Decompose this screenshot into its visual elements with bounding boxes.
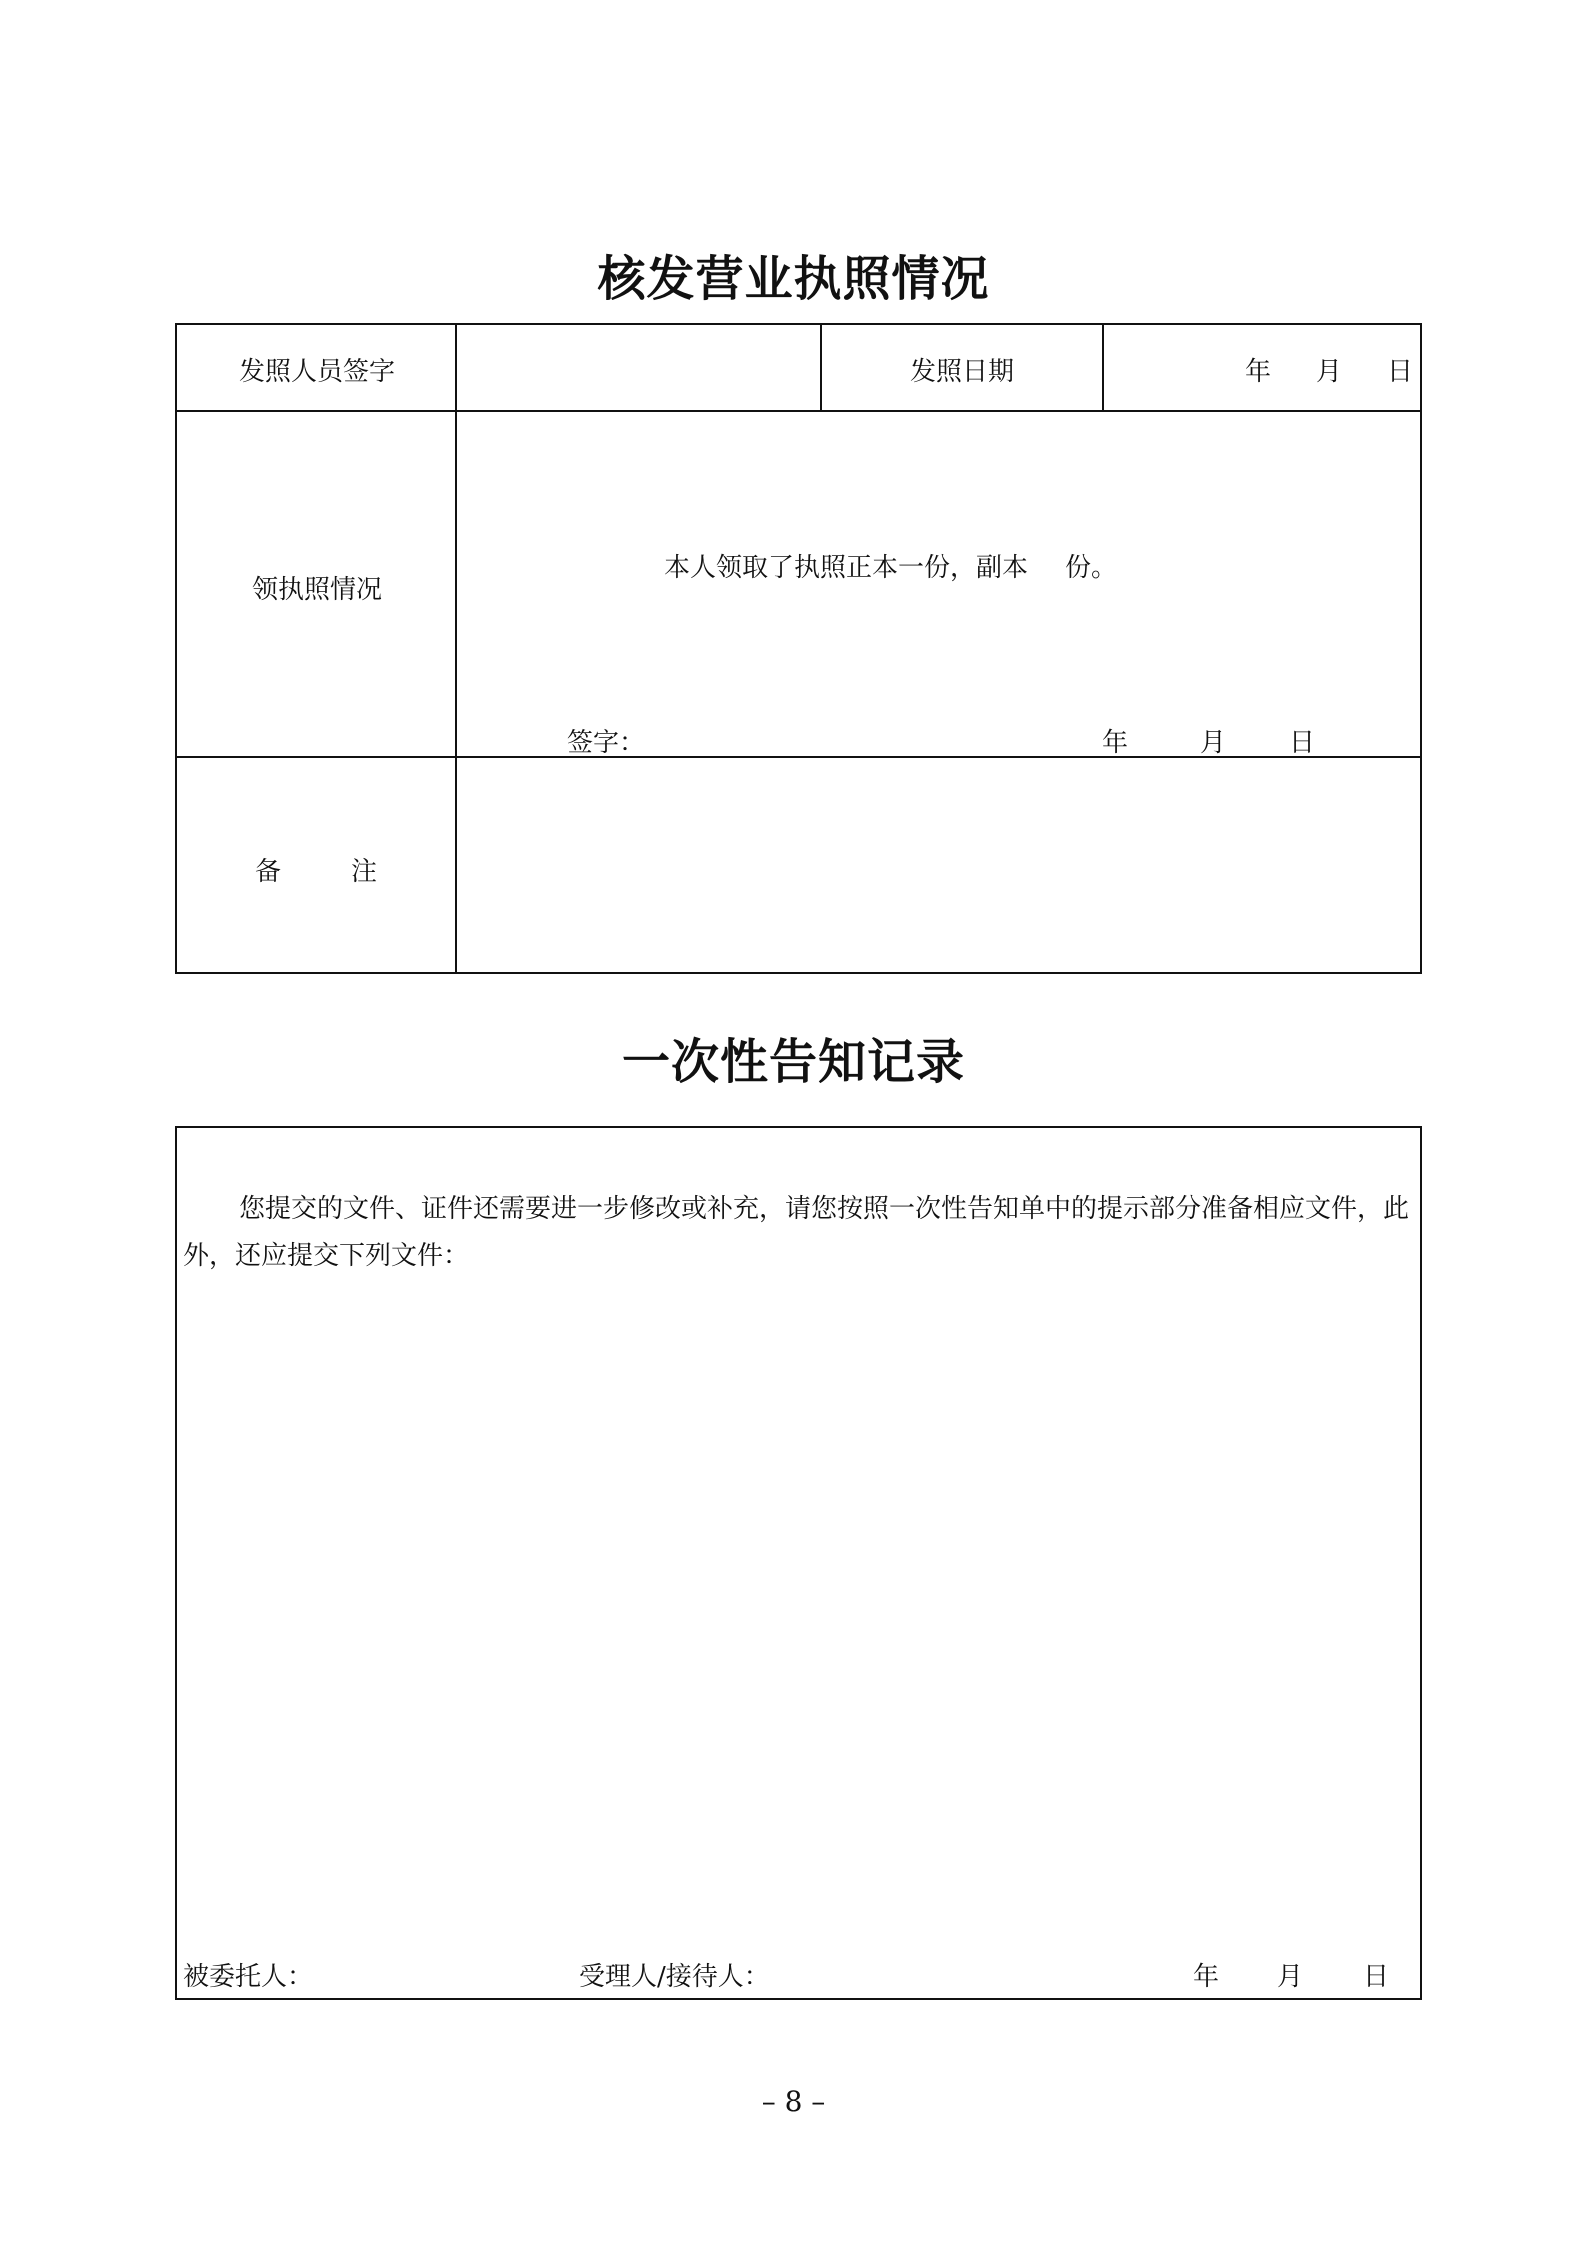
section2-title: 一次性告知记录 <box>621 1034 965 1090</box>
issue-date-day: 日 <box>1387 357 1414 387</box>
client-label: 被委托人： <box>183 1962 314 1992</box>
notice-text: 您提交的文件、证件还需要进一步修改或补充，请您按照一次性告知单中的提示部分准备相应文件，此外，还应提交下列文件： <box>183 1194 1410 1271</box>
column-divider <box>455 325 457 972</box>
page-number: – 8 – <box>761 2085 826 2118</box>
remarks-label-part1: 备 <box>255 857 282 887</box>
footer-date-month: 月 <box>1277 1962 1304 1992</box>
section1-title: 核发营业执照情况 <box>597 251 990 307</box>
license-pickup-label: 领执照情况 <box>251 575 382 605</box>
pickup-date-month: 月 <box>1200 728 1227 758</box>
row-divider <box>177 756 1420 758</box>
issue-date-year: 年 <box>1245 357 1272 387</box>
pickup-signature-label: 签字： <box>567 728 646 758</box>
pickup-date-year: 年 <box>1102 728 1129 758</box>
notification-record-box <box>175 1126 1422 2000</box>
receiver-label: 受理人/接待人： <box>579 1962 770 1992</box>
row-divider <box>177 410 1420 412</box>
footer-date-year: 年 <box>1193 1962 1220 1992</box>
issue-date-label: 发照日期 <box>909 357 1014 387</box>
issue-date-month: 月 <box>1316 357 1343 387</box>
column-divider <box>1102 325 1104 411</box>
license-pickup-statement-prefix: 本人领取了执照正本一份，副本 <box>664 553 1029 583</box>
pickup-date-day: 日 <box>1289 728 1316 758</box>
issuer-signature-label: 发照人员签字 <box>238 357 395 387</box>
license-issuance-table <box>175 323 1422 974</box>
license-pickup-statement-suffix: 份。 <box>1065 553 1118 583</box>
footer-date-day: 日 <box>1363 1962 1390 1992</box>
remarks-label-part2: 注 <box>351 857 378 887</box>
